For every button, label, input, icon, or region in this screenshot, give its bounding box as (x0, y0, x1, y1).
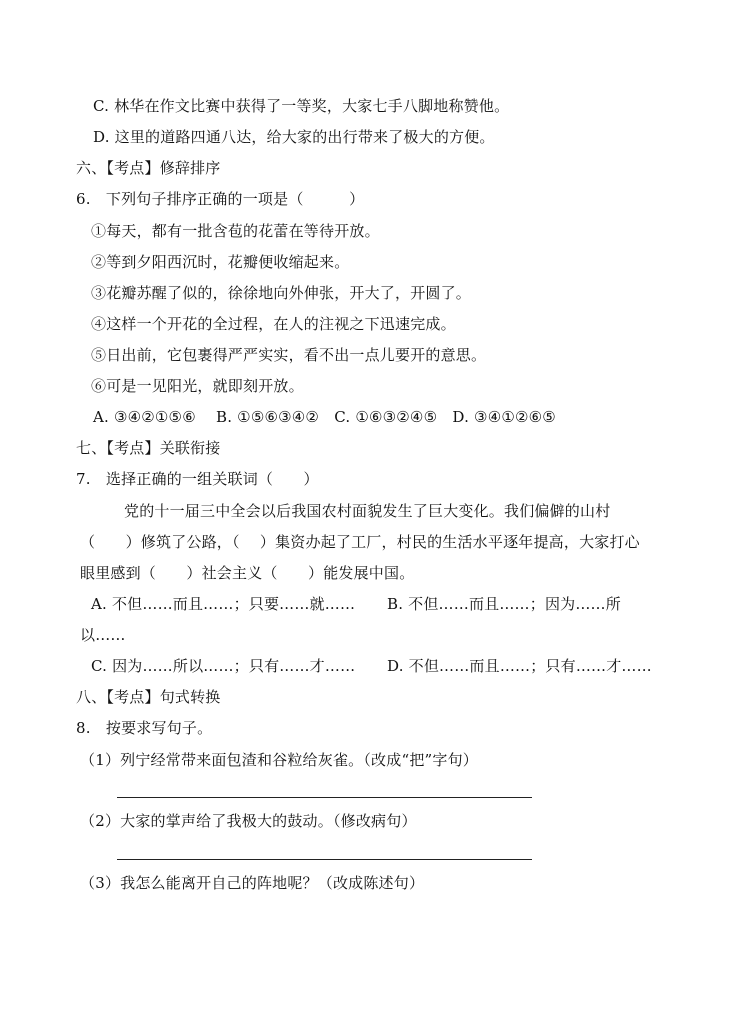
sentence-4: ④这样一个开花的全过程，在人的注视之下迅速完成。 (91, 315, 456, 333)
passage-line-1: 党的十一届三中全会以后我国农村面貌发生了巨大变化。我们偏僻的山村 (124, 502, 611, 520)
answer-line-1[interactable] (117, 797, 532, 798)
sentence-6: ⑥可是一见阳光，就即刻开放。 (91, 377, 304, 395)
section-8-heading: 八、【考点】句式转换 (76, 688, 221, 706)
question-6-prompt: 6. 下列句子排序正确的一项是（ ） (76, 190, 365, 208)
sentence-2: ②等到夕阳西沉时，花瓣便收缩起来。 (91, 253, 350, 271)
section-6-heading: 六、【考点】修辞排序 (76, 159, 221, 177)
q5-option-d: D. 这里的道路四通八达，给大家的出行带来了极大的方便。 (93, 128, 495, 146)
question-8-prompt: 8. 按要求写句子。 (76, 719, 213, 737)
sentence-5: ⑤日出前，它包裹得严严实实，看不出一点儿要开的意思。 (91, 346, 487, 364)
question-8-item-3: （3）我怎么能离开自己的阵地呢？（改成陈述句） (80, 874, 425, 892)
question-7-option-b: B. 不但……而且……；因为……所 (387, 595, 621, 613)
question-7-option-d: D. 不但……而且……；只有……才…… (387, 657, 652, 675)
q5-option-c: C. 林华在作文比赛中获得了一等奖，大家七手八脚地称赞他。 (93, 97, 510, 115)
question-7-option-b-continued: 以…… (80, 626, 126, 644)
answer-line-2[interactable] (117, 859, 532, 860)
section-7-heading: 七、【考点】关联衔接 (76, 439, 221, 457)
question-8-item-2: （2）大家的掌声给了我极大的鼓动。（修改病句） (80, 812, 417, 830)
passage-line-3: 眼里感到（ ）社会主义（ ）能发展中国。 (80, 564, 415, 582)
question-7-option-c: C. 因为……所以……；只有……才…… (91, 657, 356, 675)
passage-line-2: （ ）修筑了公路，（ ）集资办起了工厂，村民的生活水平逐年提高，大家打心 (80, 533, 640, 551)
question-7-option-a: A. 不但……而且……；只要……就…… (91, 595, 356, 613)
question-6-options: A. ③④②①⑤⑥ B. ①⑤⑥③④② C. ①⑥③②④⑤ D. ③④①②⑥⑤ (93, 408, 556, 426)
question-7-prompt: 7. 选择正确的一组关联词（ ） (76, 470, 319, 488)
sentence-1: ①每天，都有一批含苞的花蕾在等待开放。 (91, 222, 380, 240)
sentence-3: ③花瓣苏醒了似的，徐徐地向外伸张，开大了，开圆了。 (91, 284, 472, 302)
question-8-item-1: （1）列宁经常带来面包渣和谷粒给灰雀。（改成“把”字句） (80, 751, 478, 769)
